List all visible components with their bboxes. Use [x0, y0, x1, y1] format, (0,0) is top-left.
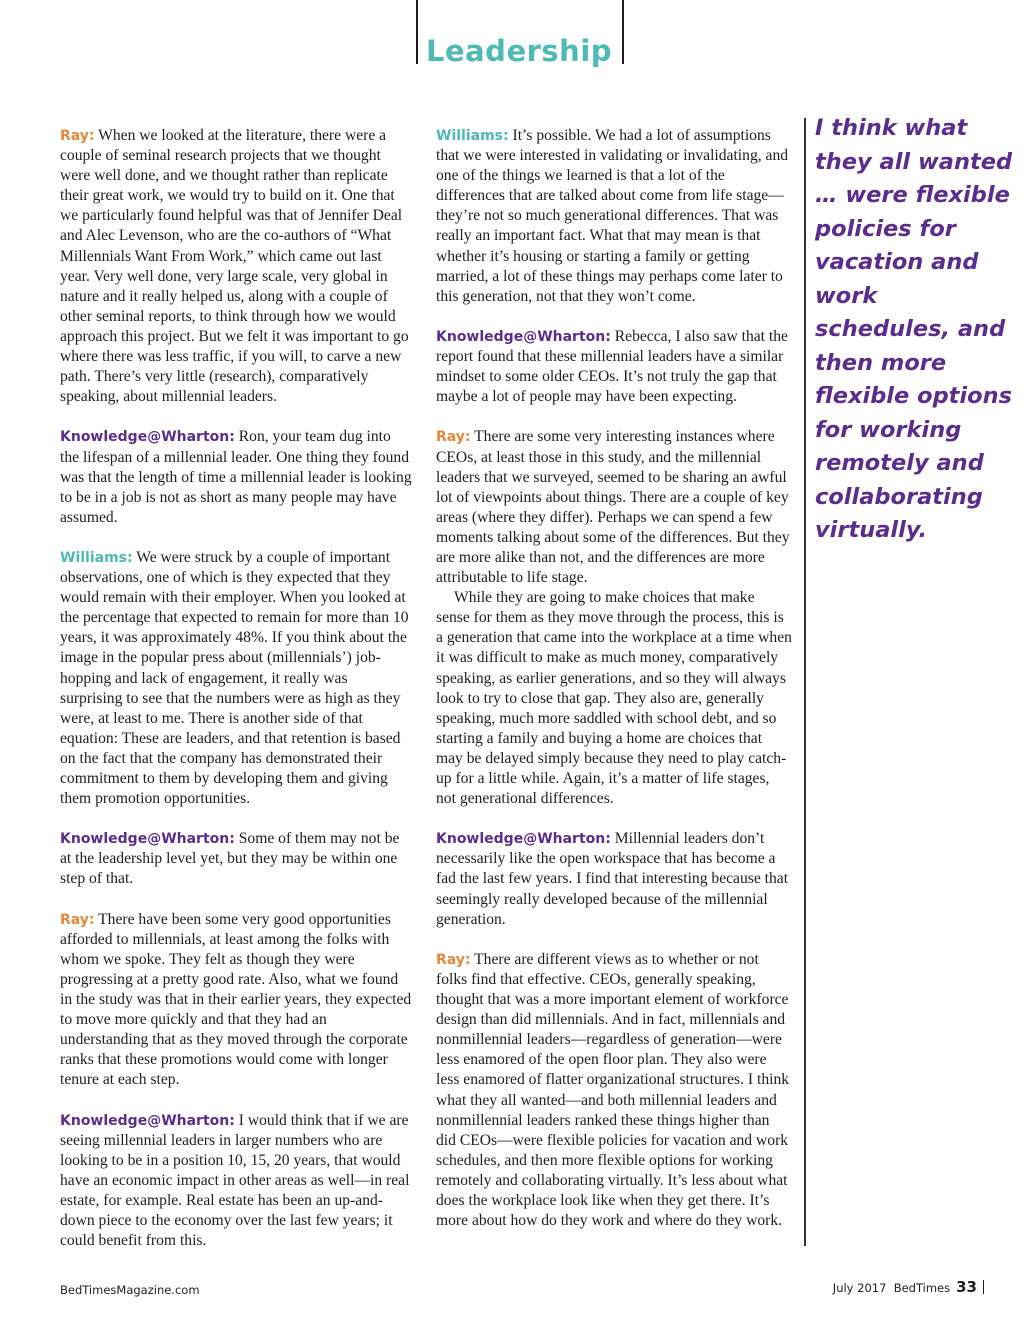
speaker-label: Knowledge@Wharton:	[60, 831, 235, 848]
interview-paragraph	[60, 126, 412, 407]
interview-paragraph	[60, 548, 412, 809]
interview-column-middle	[436, 126, 792, 1251]
interview-paragraph	[436, 588, 792, 809]
speaker-label: Knowledge@Wharton:	[60, 429, 235, 446]
speaker-label: Ray:	[60, 911, 95, 928]
interview-paragraph	[60, 427, 412, 527]
interview-paragraph	[60, 1111, 412, 1252]
paragraph-text: There have been some very good opportunities afforded to millennials, at least among the folks with whom we spoke. They felt as though they were progressing at a pretty good rate. Also, what we found in the study was that in their earlier years, they expected to move more quickly and that they had an understanding that as they moved through the corporate ranks that these promotions would come with longer tenure at each step.	[60, 910, 412, 1089]
paragraph-text: I would think that if we are seeing millennial leaders in larger numbers who are looking to be in a position 10, 15, 20 years, that would have an economic impact in other areas as well—in real estate, for example. Real estate has been an up-and-down piece to the economy over the last few years; it could benefit from this.	[60, 1111, 410, 1250]
interview-paragraph	[436, 950, 792, 1231]
speaker-label: Ray:	[60, 128, 95, 144]
header-rule-right	[622, 0, 624, 64]
speaker-label: Ray:	[436, 429, 471, 446]
page-number: 33	[956, 1278, 977, 1296]
paragraph-text: When we looked at the literature, there were a couple of seminal research projects that we thought were well done, and we thought rather than replicate their great work, we would try to build on it. One that we particularly found helpful was that of Jennifer Deal and Alec Levenson, who are the co-authors of “What Millennials Want From Work,” which came out last year. Very well done, very large scale, very global in nature and it really helped us, along with a couple of other seminal reports, to think through how we would approach this project. But we felt it was important to go where there was less traffic, if you will, to carve a new path. There’s very little (research), comparatively speaking, about millennial leaders.	[60, 127, 409, 406]
interview-paragraph	[436, 427, 792, 588]
speaker-label: Ray:	[436, 951, 471, 968]
speaker-label: Knowledge@Wharton:	[60, 1112, 235, 1129]
footer-issue	[833, 1278, 984, 1296]
paragraph-text: Some of them may not be at the leadership level yet, but they may be within one step of that.	[60, 830, 400, 888]
pullquote-rule	[804, 118, 806, 1246]
paragraph-text: Ron, your team dug into the lifespan of a millennial leader. One thing they found was that the length of time a millennial leader is looking to be in a job is not as short as many people may have assumed.	[60, 428, 412, 526]
speaker-label: Williams:	[436, 128, 509, 144]
footer-rule	[983, 1280, 984, 1294]
interview-paragraph	[436, 829, 792, 929]
footer-website: BedTimesMagazine.com	[60, 1283, 200, 1297]
interview-paragraph	[60, 910, 412, 1091]
speaker-label: Williams:	[60, 549, 133, 566]
interview-paragraph	[436, 327, 792, 407]
speaker-label: Knowledge@Wharton:	[436, 831, 611, 848]
paragraph-text: Millennial leaders don’t necessarily like the open workspace that has become a fad the last few years. I find that interesting because that seemingly really developed because of the millennial generation.	[436, 830, 789, 928]
paragraph-text: There are some very interesting instances where CEOs, at least those in this study, and the millennial leaders that we surveyed, seemed to be sharing an awful lot of viewpoints about things. There are a couple of key areas (where they differ). Perhaps we can spend a few moments talking about some of the differences. But they are more alike than not, and the differences are more attributable to life stage.	[436, 428, 790, 587]
footer-issue-label: July 2017 BedTimes	[832, 1281, 951, 1295]
paragraph-text: We were struck by a couple of important observations, one of which is they expected that they would remain with their employer. When you looked at the percentage that expected to remain for more than 10 years, it was approximately 48%. If you think about the image in the popular press about (millennials’) job-hopping and lack of engagement, it really was surprising to see that the numbers were as high as they were, at least to me. There is another side of that equation: These are leaders, and that retention is based on the fact that the company has demonstrated their commitment to them by developing them and giving them promotion opportunities.	[60, 548, 409, 808]
pull-quote: I think what they all wanted … were flexible policies for vacation and work schedules, and then more flexible options for working remotely and collaborating virtually.	[815, 115, 1013, 543]
interview-paragraph	[60, 829, 412, 889]
section-title: Leadership	[425, 34, 613, 68]
interview-paragraph	[436, 126, 792, 307]
paragraph-text: It’s possible. We had a lot of assumptions that we were interested in validating or invalidating, and one of the things we learned is that a lot of the differences that are talked about come from life stage—they’re not so much generational differences. That was really an important fact. What that may mean is that whether it’s housing or starting a family or getting married, a lot of these things may perhaps come later to this generation, not that they won’t come.	[436, 127, 789, 305]
paragraph-text: Rebecca, I also saw that the report found that these millennial leaders have a similar mindset to some older CEOs. It’s not truly the gap that maybe a lot of people may have been expecting.	[436, 327, 788, 406]
paragraph-text: There are different views as to whether or not folks find that effective. CEOs, generally speaking, thought that was a more important element of workforce design than did millennials. And in fact, millennials and nonmillennial leaders—regardless of generation—were less enamored of the open floor plan. They also were less enamored of flatter organizational structures. I think what they all wanted—and both millennial leaders and nonmillennial leaders ranked these things higher than did CEOs—were flexible policies for vacation and work schedules, and then more flexible options for working remotely and collaborating virtually. It’s less about what does the workplace look like when they get there. It’s more about how do they work and where do they work.	[436, 950, 790, 1230]
speaker-label: Knowledge@Wharton:	[436, 328, 611, 345]
paragraph-text: While they are going to make choices that make sense for them as they move through the process, this is a generation that came into the workplace at a time when it was difficult to make as much money, comparatively speaking, as earlier generations, and so they will always look to try to close that gap. They also are, generally speaking, much more saddled with school debt, and so starting a family and buying a home are choices that may be delayed simply because they need to play catch-up for a little while. Again, it’s a matter of life stages, not generational differences.	[436, 589, 792, 808]
interview-column-left	[60, 126, 412, 1271]
